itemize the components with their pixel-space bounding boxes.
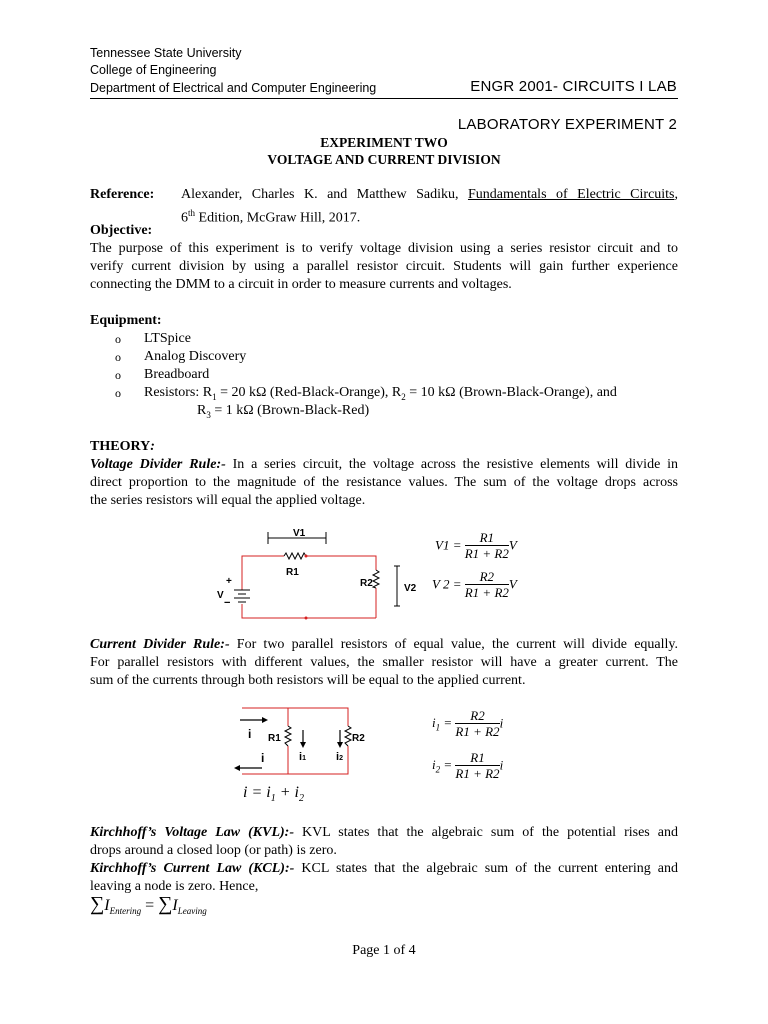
vdr-equation-v2 [432, 569, 517, 600]
equipment-item-label: Analog Discovery [144, 349, 247, 364]
lab-title: LABORATORY EXPERIMENT 2 [457, 116, 677, 133]
university-name: Tennessee State University [90, 46, 242, 60]
cdr-sep: :- [220, 637, 237, 652]
vdr-text: In a series circuit, the voltage across the resistive elements will divide in [232, 457, 678, 472]
eq-lhs-sub: 1 [435, 722, 441, 733]
kcl-label: Kirchhoff’s Current Law (KCL) [90, 861, 285, 876]
bullet-icon: o [115, 368, 121, 382]
r1-resistor-icon [285, 726, 291, 746]
r2-label: R2 [360, 578, 373, 589]
reference-edition-sup: th [188, 208, 196, 218]
i2-letter: i [336, 751, 340, 763]
eq-rhs: i [499, 757, 504, 773]
kcl-sum-i: I [172, 897, 178, 914]
arrowhead-icon [262, 717, 268, 723]
r1-resistor-icon [284, 553, 306, 559]
resistor-sub: 1 [212, 391, 217, 402]
r1-label: R1 [286, 567, 299, 578]
page-number: Page 1 of 4 [352, 943, 416, 958]
reference-publisher: Edition, McGraw Hill, 2017. [195, 210, 361, 226]
reference-book: Fundamentals of Electric Circuits [467, 187, 675, 202]
fraction [465, 530, 509, 561]
resistor-sub: 2 [401, 391, 406, 402]
bullet-icon: o [115, 350, 121, 364]
resistors-text: = 1 kΩ (Brown-Black-Red) [210, 403, 370, 418]
kcl-sum-sub: Entering [109, 906, 142, 917]
reference-edition: 6 [181, 210, 188, 226]
theory-heading-colon: : [150, 439, 155, 454]
bullet-icon: o [115, 332, 121, 346]
eq-rhs: i [499, 715, 504, 731]
i1-sub: 1 [302, 755, 306, 762]
fraction [455, 708, 499, 739]
eq-lhs: V 2 = [432, 576, 462, 592]
cdr-line [90, 636, 678, 654]
vdr-line: direct proportion to the magnitude of the resistance values. The sum of the voltage drops across [90, 475, 678, 490]
college-name: College of Engineering [90, 63, 217, 77]
current-i-label: i [248, 727, 252, 741]
resistors-text: = 10 kΩ (Brown-Black-Orange), and [405, 385, 617, 400]
kcl-eq-sub: 1 [270, 793, 276, 805]
cdr-label: Current Divider Rule [90, 637, 221, 652]
battery-minus: − [224, 597, 231, 609]
kcl-sep: :- [284, 861, 302, 876]
eq-equals: = [440, 714, 453, 730]
reference-line1: Alexander, Charles K. and Matthew Sadiku, Fundamentals of Electric Circuits, [181, 187, 679, 202]
numerator: R1 [465, 530, 509, 546]
sigma-icon: ∑ [158, 893, 173, 915]
fraction [455, 750, 499, 781]
fraction [465, 569, 509, 600]
cdr-text: For two parallel resistors of equal value, the current will divide equally. [236, 637, 679, 652]
kcl-line: leaving a node is zero. Hence, [90, 879, 259, 894]
wire-bottom [242, 746, 348, 774]
equipment-item [115, 330, 675, 348]
v2-label: V2 [404, 583, 417, 594]
node-dot [305, 617, 308, 620]
vdr-equation-v1 [435, 530, 517, 561]
resistor-sub: 3 [206, 409, 211, 420]
equipment-item [115, 348, 675, 366]
vdr-line: the series resistors will equal the applied voltage. [90, 493, 366, 508]
current-i-label: i [261, 751, 265, 765]
wire-top [242, 708, 348, 726]
kvl-sep: :- [284, 825, 303, 840]
kcl-sum-sub: Leaving [177, 906, 207, 917]
cdr-equation-i1 [432, 708, 503, 739]
kcl-line [90, 860, 678, 878]
kcl-text: KCL states that the algebraic sum of the current entering and [301, 861, 678, 876]
denominator: R1 + R2 [455, 724, 500, 739]
eq-lhs-var: i [432, 714, 436, 730]
eq-lhs [432, 756, 453, 775]
numerator: R1 [455, 750, 499, 766]
denominator: R1 + R2 [455, 766, 500, 781]
objective-line: The purpose of this experiment is to verify voltage division using a series resistor circuit and to [90, 241, 678, 256]
resistors-text: Resistors: R [144, 385, 213, 400]
department-name: Department of Electrical and Computer Engineering [90, 81, 377, 95]
theory-heading [90, 438, 155, 456]
kvl-line: drops around a closed loop (or path) is zero. [90, 843, 337, 858]
i2-label [336, 751, 343, 763]
parallel-circuit-diagram [232, 702, 392, 782]
kcl-eq-mid: + i [275, 784, 299, 801]
numerator: R2 [455, 708, 499, 724]
objective-heading: Objective: [90, 223, 153, 238]
kvl-line [90, 824, 678, 842]
battery-v-label: V [217, 590, 224, 601]
vdr-label: Voltage Divider Rule [90, 457, 217, 472]
r2-label: R2 [352, 733, 365, 744]
eq-equals: = [440, 756, 453, 772]
reference-label: Reference: [90, 187, 155, 202]
eq-lhs-var: i [432, 756, 436, 772]
eq-lhs: V1 = [435, 537, 462, 553]
equipment-heading: Equipment: [90, 313, 162, 328]
kcl-eq-sub: 2 [298, 793, 304, 805]
cdr-line: For parallel resistors with different values, the smaller resistor will have a greater current. The [90, 655, 678, 670]
resistors-text: = 20 kΩ (Red-Black-Orange), R [216, 385, 402, 400]
series-circuit-diagram [214, 520, 424, 620]
equipment-item-label: Breadboard [144, 367, 210, 382]
denominator: R1 + R2 [464, 585, 509, 600]
equipment-item [115, 366, 675, 384]
kcl-sum-i: I [104, 897, 110, 914]
arrowhead-icon [300, 742, 306, 748]
battery-plus: + [226, 576, 232, 587]
eq-lhs [432, 714, 453, 733]
cdr-equation-i2 [432, 750, 503, 781]
experiment-title: VOLTAGE AND CURRENT DIVISION [267, 152, 501, 167]
experiment-number: EXPERIMENT TWO [320, 135, 448, 150]
denominator: R1 + R2 [464, 546, 509, 561]
kcl-sum-equals: = [141, 897, 159, 914]
course-code: ENGR 2001- CIRCUITS I LAB [470, 78, 677, 95]
i1-letter: i [299, 751, 303, 763]
wire-top-right [306, 556, 376, 570]
bullet-icon: o [115, 386, 121, 400]
reference-line2 [181, 204, 360, 228]
kcl-eq-lhs: i = i [243, 784, 271, 801]
eq-rhs: V [508, 576, 517, 592]
resistors-text: R [197, 403, 207, 418]
wire-top-left [242, 556, 284, 590]
wire-bottom [242, 604, 376, 618]
r1-label: R1 [268, 733, 281, 744]
reference-authors: Alexander, Charles K. and Matthew Sadiku, [181, 187, 459, 202]
resistors-line2 [197, 402, 369, 424]
kcl-summation [90, 893, 207, 916]
node-dot [305, 555, 308, 558]
objective-line: connecting the DMM to a circuit in order to measure currents and voltages. [90, 277, 512, 292]
kcl-equation [243, 784, 304, 804]
numerator: R2 [465, 569, 509, 585]
v1-label: V1 [293, 528, 306, 539]
eq-lhs-sub: 2 [435, 764, 441, 775]
arrowhead-icon [234, 765, 240, 771]
eq-rhs: V [508, 537, 517, 553]
equipment-item-label: LTSpice [144, 331, 191, 346]
i2-sub: 2 [339, 755, 343, 762]
arrowhead-icon [337, 742, 343, 748]
r2-resistor-icon [345, 726, 351, 746]
kvl-label: Kirchhoff’s Voltage Law (KVL) [90, 825, 285, 840]
objective-line: verify current division by using a parallel resistor circuit. Students will gain further experience [90, 259, 678, 274]
i1-label [299, 751, 306, 763]
sigma-icon: ∑ [90, 893, 105, 915]
kvl-text: KVL states that the algebraic sum of the potential rises and [302, 825, 678, 840]
r2-resistor-icon [373, 570, 379, 588]
header-rule [90, 98, 678, 99]
cdr-line: sum of the currents through both resistors will be equal to the applied current. [90, 673, 526, 688]
vdr-line [90, 456, 678, 474]
vdr-sep: :- [216, 457, 233, 472]
theory-heading-text: THEORY [90, 439, 151, 454]
